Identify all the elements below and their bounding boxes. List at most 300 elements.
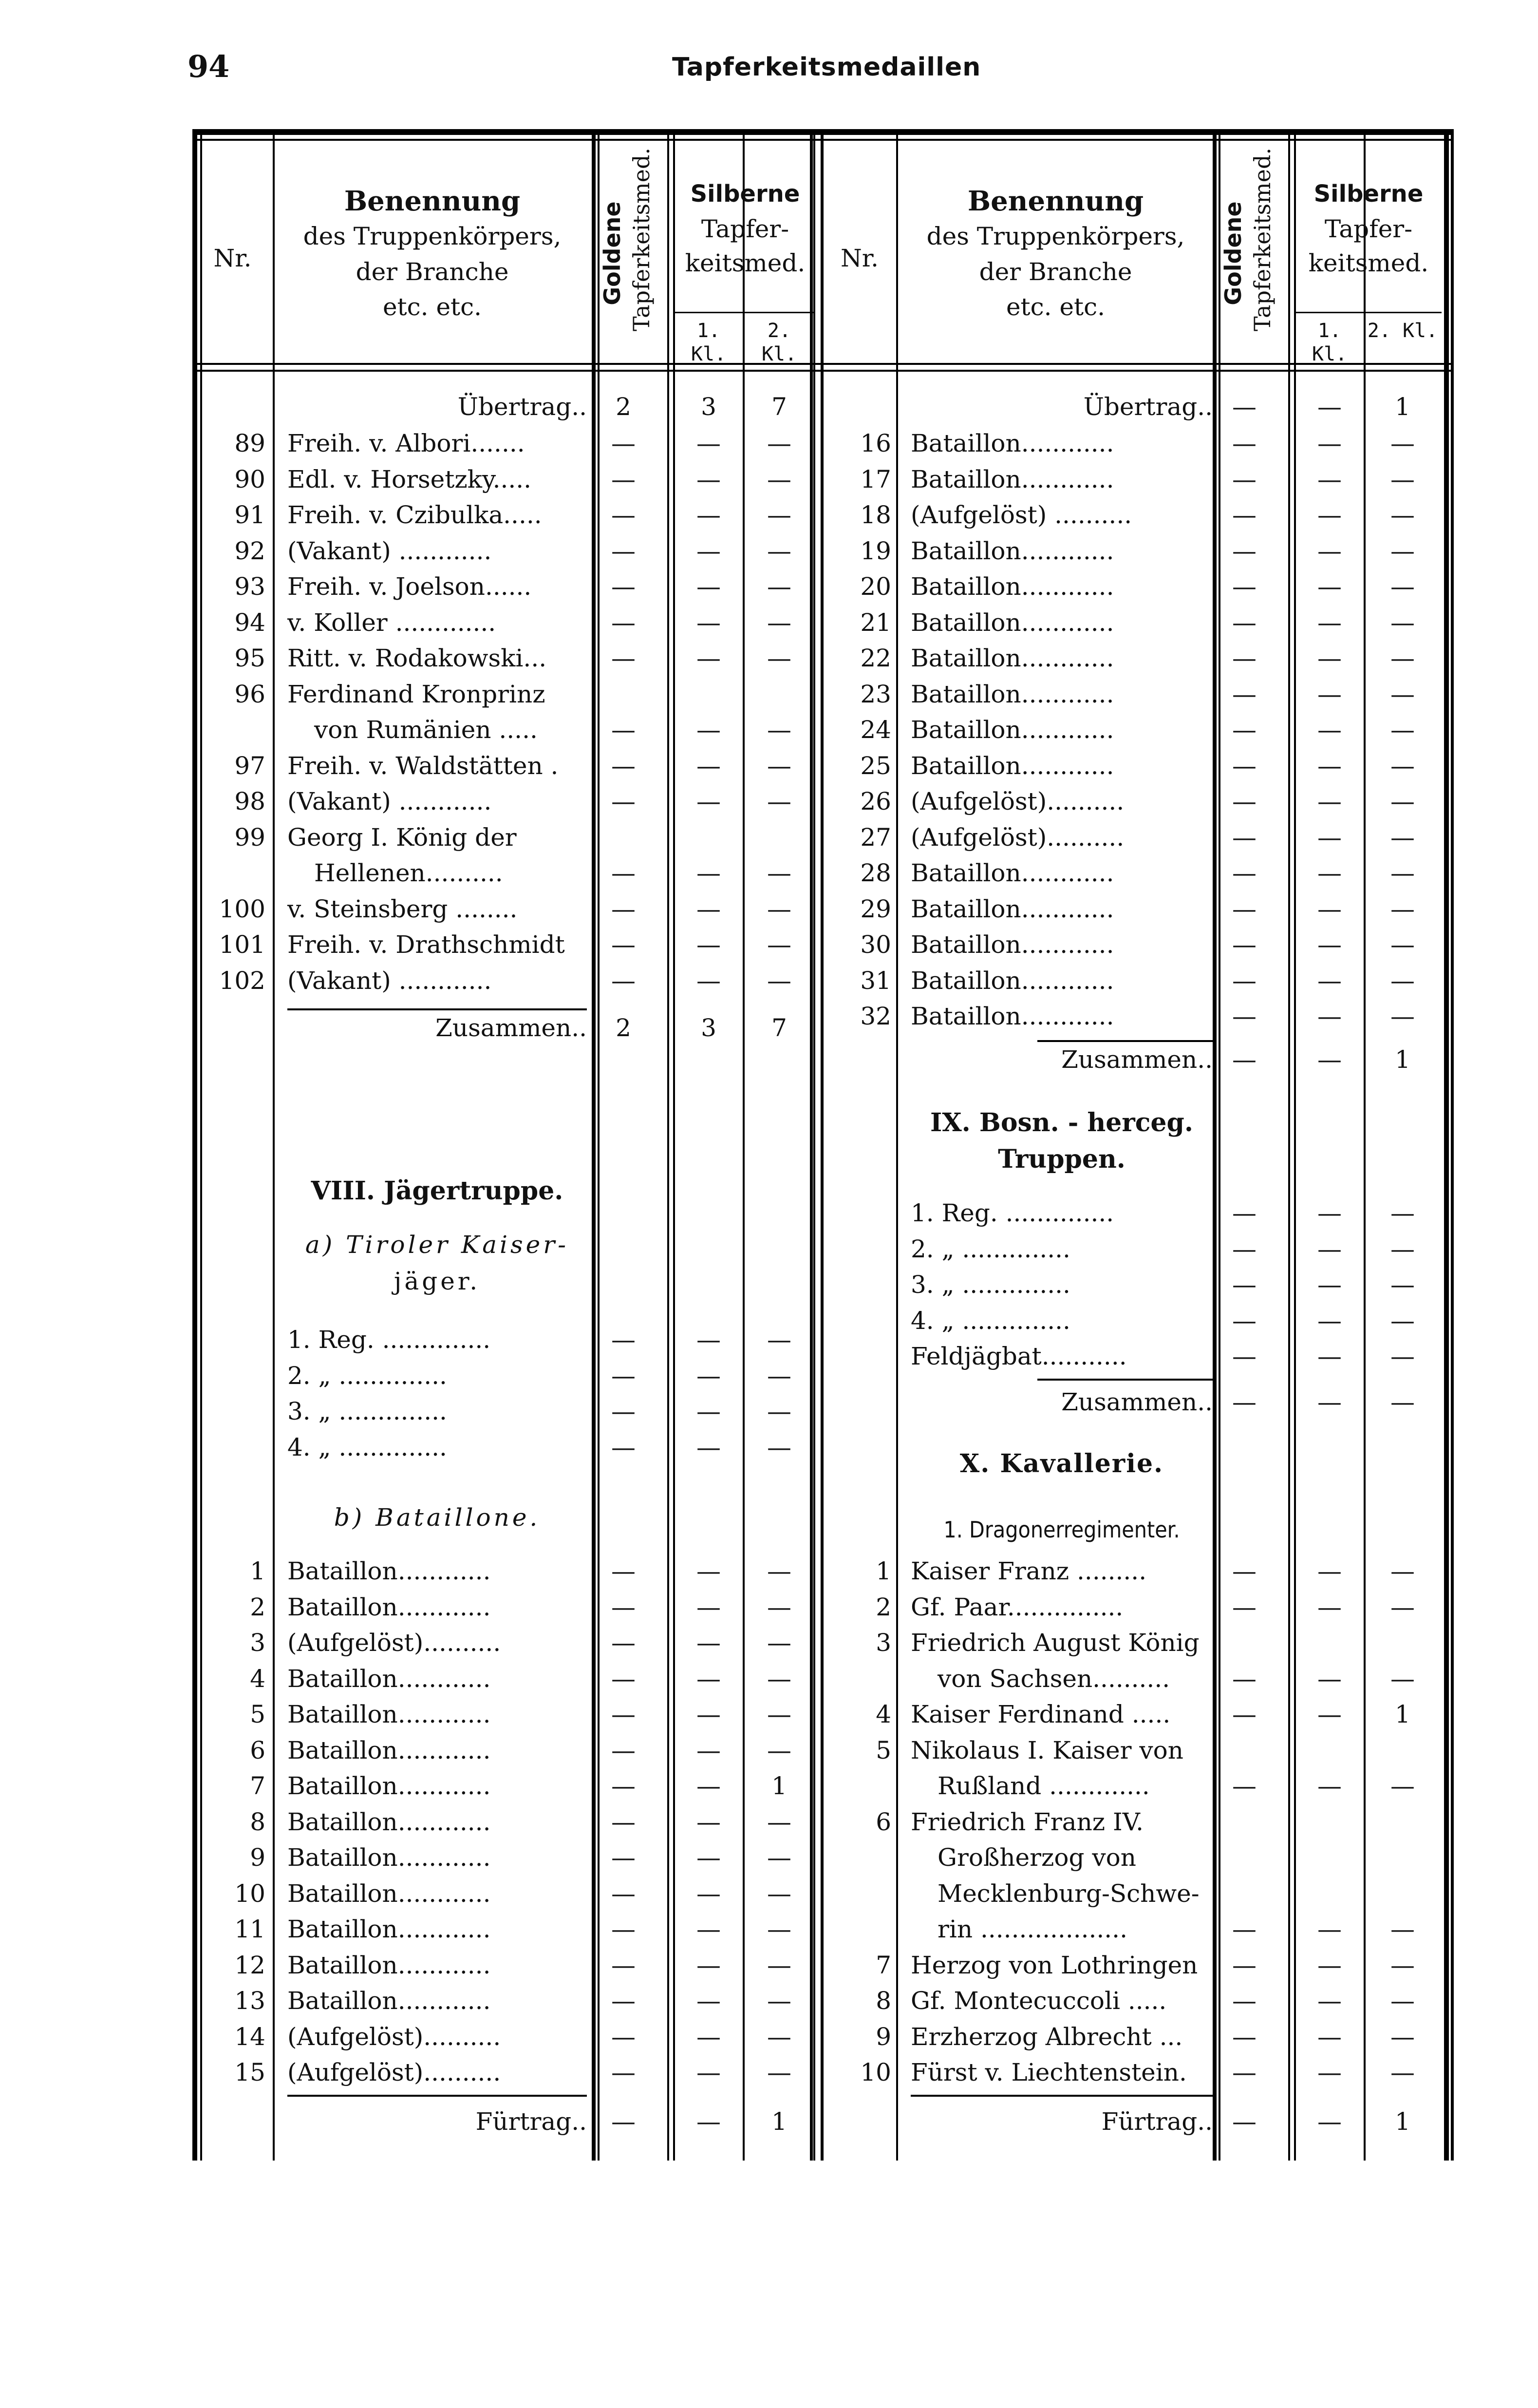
right-row-0-silber-kl2: —	[1390, 429, 1415, 457]
left-bat-row-4-silber-kl1: —	[696, 1700, 721, 1728]
running-head: Tapferkeitsmedaillen	[672, 53, 981, 82]
left-bat-row-0-name: Bataillon............	[287, 1557, 491, 1585]
left-row-15-name: (Vakant) ............	[287, 966, 492, 995]
right-sub-dragoner: 1. Dragonerregimenter.	[943, 1517, 1180, 1543]
left-reg-row-1-goldene: —	[611, 1361, 636, 1390]
right-x-row-11-silber-kl1: —	[1317, 1951, 1342, 1979]
right-x-row-8-name: Großherzog von	[938, 1843, 1136, 1872]
right-x-row-14-name: Fürst v. Liechtenstein.	[911, 2058, 1187, 2086]
left-bat-row-9-goldene: —	[611, 1879, 636, 1908]
right-row-16-silber-kl1: —	[1317, 1002, 1342, 1030]
right-row-4-nr: 20	[860, 572, 891, 601]
left-fuertrag-rule	[287, 2095, 587, 2097]
right-x-row-11-nr: 7	[876, 1951, 891, 1979]
right-row-4-name: Bataillon............	[911, 572, 1114, 601]
right-x-row-6-name: Rußland .............	[938, 1772, 1150, 1800]
right-row-5-silber-kl2: —	[1390, 608, 1415, 637]
left-reg-row-0-silber-kl2: —	[767, 1326, 791, 1354]
left-bat-row-8-goldene: —	[611, 1843, 636, 1872]
left-row-1-silber-kl1: —	[696, 465, 721, 493]
left-bat-row-2-silber-kl1: —	[696, 1629, 721, 1657]
left-row-7-name: Ferdinand Kronprinz	[287, 680, 545, 708]
right-ix-row-1-silber-kl1: —	[1317, 1234, 1342, 1263]
right-fuertrag-silber-kl2: 1	[1395, 2107, 1410, 2136]
left-bat-row-6-name: Bataillon............	[287, 1772, 491, 1800]
right-row-10-goldene: —	[1232, 787, 1257, 815]
right-row-9-goldene: —	[1232, 751, 1257, 780]
right-x-row-3-silber-kl2: —	[1390, 1664, 1415, 1693]
left-row-5-nr: 94	[234, 608, 265, 637]
right-x-row-12-name: Gf. Montecuccoli .....	[911, 1987, 1167, 2015]
left-row-15-goldene: —	[611, 966, 636, 995]
right-zusammen-2-goldene: —	[1232, 1388, 1257, 1416]
left-uebertrag-silber-kl1: 3	[701, 393, 716, 421]
left-col-rule-2	[273, 129, 275, 2161]
left-bat-row-11-silber-kl1: —	[696, 1951, 721, 1979]
header-nr-right: Nr.	[840, 244, 879, 272]
left-row-1-nr: 90	[234, 465, 265, 493]
right-uebertrag-silber-kl1: —	[1317, 393, 1342, 421]
right-x-row-7-name: Friedrich Franz IV.	[911, 1807, 1144, 1836]
right-row-7-goldene: —	[1232, 680, 1257, 708]
left-bat-row-1-silber-kl1: —	[696, 1593, 721, 1621]
left-bat-row-1-silber-kl2: —	[767, 1593, 791, 1621]
right-row-12-silber-kl1: —	[1317, 859, 1342, 887]
right-uebertrag-label: Übertrag..	[1083, 393, 1213, 421]
left-bat-row-12-name: Bataillon............	[287, 1987, 491, 2015]
left-row-4-name: Freih. v. Joelson......	[287, 572, 532, 601]
left-bat-row-5-name: Bataillon............	[287, 1736, 491, 1764]
left-row-8-silber-kl1: —	[696, 716, 721, 744]
right-x-row-11-goldene: —	[1232, 1951, 1257, 1979]
left-row-2-name: Freih. v. Czibulka.....	[287, 501, 542, 529]
left-row-8-silber-kl2: —	[767, 716, 791, 744]
left-bat-row-12-silber-kl1: —	[696, 1987, 721, 2015]
left-row-0-goldene: —	[611, 429, 636, 457]
left-row-14-nr: 101	[219, 930, 265, 959]
left-bat-row-9-name: Bataillon............	[287, 1879, 491, 1908]
left-uebertrag-label: Übertrag..	[457, 393, 587, 421]
right-ix-row-2-silber-kl2: —	[1390, 1270, 1415, 1299]
right-zusammen-2-label: Zusammen..	[1061, 1388, 1213, 1416]
right-x-row-12-silber-kl1: —	[1317, 1987, 1342, 2015]
left-row-4-nr: 93	[234, 572, 265, 601]
right-ix-row-3-goldene: —	[1232, 1306, 1257, 1335]
right-fuertrag-goldene: —	[1232, 2107, 1257, 2136]
right-row-14-name: Bataillon............	[911, 930, 1114, 959]
left-bat-row-2-nr: 3	[250, 1629, 265, 1657]
left-row-9-goldene: —	[611, 751, 636, 780]
right-x-row-14-silber-kl1: —	[1317, 2058, 1342, 2086]
right-row-0-goldene: —	[1232, 429, 1257, 457]
left-fuertrag-silber-kl2: 1	[771, 2107, 787, 2136]
right-col-rule-3	[1288, 129, 1290, 2161]
left-row-9-nr: 97	[234, 751, 265, 780]
left-bat-row-4-name: Bataillon............	[287, 1700, 491, 1728]
right-row-14-silber-kl2: —	[1390, 930, 1415, 959]
right-fuertrag-label: Fürtrag..	[1101, 2107, 1213, 2136]
left-row-13-silber-kl2: —	[767, 894, 791, 923]
right-row-13-name: Bataillon............	[911, 894, 1114, 923]
right-row-15-name: Bataillon............	[911, 966, 1114, 995]
right-row-16-silber-kl2: —	[1390, 1002, 1415, 1030]
left-bat-row-8-name: Bataillon............	[287, 1843, 491, 1872]
left-zusammen-label: Zusammen..	[435, 1014, 587, 1042]
right-row-5-nr: 21	[860, 608, 891, 637]
right-ix-row-2-silber-kl1: —	[1317, 1270, 1342, 1299]
left-reg-row-2-goldene: —	[611, 1397, 636, 1425]
right-row-5-silber-kl1: —	[1317, 608, 1342, 637]
header-goldene-left: Goldene	[599, 201, 625, 305]
header-keitsmed-left: keitsmed.	[685, 249, 806, 277]
left-col-rule-7	[743, 129, 745, 2161]
right-row-4-silber-kl1: —	[1317, 572, 1342, 601]
left-bat-row-5-silber-kl2: —	[767, 1736, 791, 1764]
left-bat-row-6-goldene: —	[611, 1772, 636, 1800]
left-bat-row-2-name: (Aufgelöst)..........	[287, 1629, 501, 1657]
left-zusammen-silber-kl2: 7	[771, 1014, 787, 1042]
right-row-5-goldene: —	[1232, 608, 1257, 637]
right-x-row-4-name: Kaiser Ferdinand .....	[911, 1700, 1171, 1728]
right-row-14-nr: 30	[860, 930, 891, 959]
right-ix-row-3-silber-kl2: —	[1390, 1306, 1415, 1335]
right-row-14-goldene: —	[1232, 930, 1257, 959]
left-bat-row-10-silber-kl1: —	[696, 1915, 721, 1943]
header-benennung-right: Benennung	[967, 185, 1144, 217]
right-row-9-nr: 25	[860, 751, 891, 780]
left-row-15-silber-kl2: —	[767, 966, 791, 995]
right-x-row-4-silber-kl2: 1	[1395, 1700, 1410, 1728]
left-reg-row-3-name: 4. „ ..............	[287, 1433, 447, 1461]
left-row-9-name: Freih. v. Waldstätten .	[287, 751, 559, 780]
left-row-7-nr: 96	[234, 680, 265, 708]
left-reg-row-0-silber-kl1: —	[696, 1326, 721, 1354]
left-row-4-silber-kl2: —	[767, 572, 791, 601]
right-zusammen-1-goldene: —	[1232, 1045, 1257, 1074]
right-row-13-goldene: —	[1232, 894, 1257, 923]
left-zusammen-goldene: 2	[616, 1014, 631, 1042]
right-x-row-14-silber-kl2: —	[1390, 2058, 1415, 2086]
left-row-14-silber-kl1: —	[696, 930, 721, 959]
left-row-2-nr: 91	[234, 501, 265, 529]
header-goldene-2-left: Tapferkeitsmed.	[628, 147, 655, 331]
left-row-12-silber-kl1: —	[696, 859, 721, 887]
left-bat-row-5-silber-kl1: —	[696, 1736, 721, 1764]
left-fuertrag-label: Fürtrag..	[475, 2107, 587, 2136]
left-col-rule-8	[813, 129, 815, 2161]
left-row-15-nr: 102	[219, 966, 265, 995]
right-zusammen-1-silber-kl1: —	[1317, 1045, 1342, 1074]
page-number: 94	[188, 49, 230, 84]
right-row-10-silber-kl1: —	[1317, 787, 1342, 815]
left-bat-row-3-silber-kl2: —	[767, 1664, 791, 1693]
right-row-3-silber-kl2: —	[1390, 536, 1415, 565]
left-sub-b: b) Bataillone.	[334, 1503, 541, 1532]
right-ix-row-1-goldene: —	[1232, 1234, 1257, 1263]
left-row-5-name: v. Koller .............	[287, 608, 496, 637]
right-row-15-silber-kl1: —	[1317, 966, 1342, 995]
left-row-3-nr: 92	[234, 536, 265, 565]
right-x-row-14-nr: 10	[860, 2058, 891, 2086]
left-bat-row-3-silber-kl1: —	[696, 1664, 721, 1693]
left-row-8-goldene: —	[611, 716, 636, 744]
left-bat-row-10-goldene: —	[611, 1915, 636, 1943]
right-row-4-silber-kl2: —	[1390, 572, 1415, 601]
left-bat-row-8-silber-kl2: —	[767, 1843, 791, 1872]
left-col-rule-5	[667, 129, 669, 2161]
left-row-6-goldene: —	[611, 644, 636, 672]
right-row-3-name: Bataillon............	[911, 536, 1114, 565]
right-x-row-13-silber-kl2: —	[1390, 2022, 1415, 2051]
left-row-10-silber-kl1: —	[696, 787, 721, 815]
left-bat-row-12-silber-kl2: —	[767, 1987, 791, 2015]
right-ix-row-4-silber-kl1: —	[1317, 1342, 1342, 1370]
right-x-row-10-goldene: —	[1232, 1915, 1257, 1943]
left-reg-row-0-name: 1. Reg. ..............	[287, 1326, 491, 1354]
right-row-3-nr: 19	[860, 536, 891, 565]
left-bat-row-11-nr: 12	[234, 1951, 265, 1979]
right-row-10-name: (Aufgelöst)..........	[911, 787, 1125, 815]
left-bat-row-7-silber-kl2: —	[767, 1807, 791, 1836]
right-ix-row-1-silber-kl2: —	[1390, 1234, 1415, 1263]
left-row-0-silber-kl2: —	[767, 429, 791, 457]
right-row-0-silber-kl1: —	[1317, 429, 1342, 457]
right-x-row-0-silber-kl1: —	[1317, 1557, 1342, 1585]
left-bat-row-6-silber-kl1: —	[696, 1772, 721, 1800]
right-x-row-2-name: Friedrich August König	[911, 1629, 1200, 1657]
left-bat-row-11-silber-kl2: —	[767, 1951, 791, 1979]
left-row-1-silber-kl2: —	[767, 465, 791, 493]
right-row-16-nr: 32	[860, 1002, 891, 1030]
right-uebertrag-silber-kl2: 1	[1395, 393, 1410, 421]
left-uebertrag-goldene: 2	[616, 393, 631, 421]
right-row-6-silber-kl2: —	[1390, 644, 1415, 672]
left-zusammen-silber-kl1: 3	[701, 1014, 716, 1042]
left-bat-row-3-name: Bataillon............	[287, 1664, 491, 1693]
left-bat-row-0-silber-kl2: —	[767, 1557, 791, 1585]
right-row-1-name: Bataillon............	[911, 465, 1114, 493]
left-reg-row-1-name: 2. „ ..............	[287, 1361, 447, 1390]
left-row-4-silber-kl1: —	[696, 572, 721, 601]
right-x-row-0-goldene: —	[1232, 1557, 1257, 1585]
header-goldene-right: Goldene	[1220, 201, 1246, 305]
left-reg-row-1-silber-kl1: —	[696, 1361, 721, 1390]
right-x-row-3-goldene: —	[1232, 1664, 1257, 1693]
right-x-row-10-silber-kl2: —	[1390, 1915, 1415, 1943]
right-fuertrag-rule	[911, 2095, 1213, 2097]
left-fuertrag-goldene: —	[611, 2107, 636, 2136]
right-zusammen-1-label: Zusammen..	[1061, 1045, 1213, 1074]
left-row-6-name: Ritt. v. Rodakowski...	[287, 644, 547, 672]
left-row-10-nr: 98	[234, 787, 265, 815]
left-reg-row-3-goldene: —	[611, 1433, 636, 1461]
left-row-3-goldene: —	[611, 536, 636, 565]
right-x-row-4-nr: 4	[876, 1700, 891, 1728]
right-row-4-goldene: —	[1232, 572, 1257, 601]
left-bat-row-7-silber-kl1: —	[696, 1807, 721, 1836]
left-row-14-silber-kl2: —	[767, 930, 791, 959]
left-bat-row-1-nr: 2	[250, 1593, 265, 1621]
left-row-10-silber-kl2: —	[767, 787, 791, 815]
right-x-row-0-nr: 1	[876, 1557, 891, 1585]
left-bat-row-4-nr: 5	[250, 1700, 265, 1728]
right-x-row-1-nr: 2	[876, 1593, 891, 1621]
right-ix-row-3-name: 4. „ ..............	[911, 1306, 1070, 1335]
header-benennung-l3-left: etc. etc.	[382, 293, 482, 321]
left-bat-row-2-goldene: —	[611, 1629, 636, 1657]
right-col-rule-0	[896, 129, 898, 2161]
right-ix-row-1-name: 2. „ ..............	[911, 1234, 1070, 1263]
left-bat-row-1-goldene: —	[611, 1593, 636, 1621]
left-reg-row-1-silber-kl2: —	[767, 1361, 791, 1390]
right-row-7-silber-kl1: —	[1317, 680, 1342, 708]
right-section-ix-heading-2: Truppen.	[998, 1144, 1125, 1174]
right-row-13-silber-kl1: —	[1317, 894, 1342, 923]
right-row-1-silber-kl2: —	[1390, 465, 1415, 493]
left-bat-row-0-silber-kl1: —	[696, 1557, 721, 1585]
right-section-x-heading: X. Kavallerie.	[959, 1449, 1164, 1479]
right-row-1-nr: 17	[860, 465, 891, 493]
right-row-12-nr: 28	[860, 859, 891, 887]
left-bat-row-10-name: Bataillon............	[287, 1915, 491, 1943]
left-row-8-name: von Rumänien .....	[314, 716, 538, 744]
right-x-row-1-silber-kl1: —	[1317, 1593, 1342, 1621]
header-silberne-right: Silberne	[1313, 180, 1424, 208]
right-x-row-4-goldene: —	[1232, 1700, 1257, 1728]
right-zusammen-2-silber-kl1: —	[1317, 1388, 1342, 1416]
left-row-14-name: Freih. v. Drathschmidt	[287, 930, 565, 959]
left-bat-row-12-nr: 13	[234, 1987, 265, 2015]
left-sum-rule	[287, 1008, 587, 1010]
left-bat-row-10-nr: 11	[234, 1915, 265, 1943]
left-bat-row-2-silber-kl2: —	[767, 1629, 791, 1657]
left-bat-row-0-goldene: —	[611, 1557, 636, 1585]
left-sub-a-line1: a) Tiroler Kaiser-	[305, 1231, 569, 1259]
right-col-rule-6	[1444, 129, 1449, 2161]
right-row-11-nr: 27	[860, 823, 891, 852]
left-bat-row-13-silber-kl1: —	[696, 2022, 721, 2051]
left-bat-row-8-nr: 9	[250, 1843, 265, 1872]
left-bat-row-13-goldene: —	[611, 2022, 636, 2051]
header-keitsmed-right: keitsmed.	[1308, 249, 1429, 277]
left-fuertrag-silber-kl1: —	[696, 2107, 721, 2136]
right-x-row-13-silber-kl1: —	[1317, 2022, 1342, 2051]
header-kl1-right: 1. Kl.	[1312, 320, 1348, 365]
left-row-0-silber-kl1: —	[696, 429, 721, 457]
right-x-row-1-silber-kl2: —	[1390, 1593, 1415, 1621]
header-goldene-2-right: Tapferkeitsmed.	[1249, 147, 1275, 331]
left-row-5-silber-kl2: —	[767, 608, 791, 637]
right-fuertrag-silber-kl1: —	[1317, 2107, 1342, 2136]
left-row-12-silber-kl2: —	[767, 859, 791, 887]
right-ix-row-4-name: Feldjägbat...........	[911, 1342, 1127, 1370]
left-row-2-goldene: —	[611, 501, 636, 529]
left-bat-row-7-goldene: —	[611, 1807, 636, 1836]
left-row-13-name: v. Steinsberg ........	[287, 894, 518, 923]
right-row-2-goldene: —	[1232, 501, 1257, 529]
right-row-2-silber-kl2: —	[1390, 501, 1415, 529]
left-row-2-silber-kl1: —	[696, 501, 721, 529]
left-row-15-silber-kl1: —	[696, 966, 721, 995]
right-row-2-name: (Aufgelöst) ..........	[911, 501, 1132, 529]
right-row-16-goldene: —	[1232, 1002, 1257, 1030]
right-x-row-6-goldene: —	[1232, 1772, 1257, 1800]
right-row-8-silber-kl2: —	[1390, 716, 1415, 744]
right-x-row-2-nr: 3	[876, 1629, 891, 1657]
left-row-3-name: (Vakant) ............	[287, 536, 492, 565]
right-row-6-silber-kl1: —	[1317, 644, 1342, 672]
right-section-ix-heading-1: IX. Bosn. - herceg.	[930, 1108, 1193, 1138]
left-bat-row-13-silber-kl2: —	[767, 2022, 791, 2051]
right-zusammen-2-silber-kl2: —	[1390, 1388, 1415, 1416]
right-row-9-silber-kl1: —	[1317, 751, 1342, 780]
header-kl1-left: 1. Kl.	[691, 320, 727, 365]
left-reg-row-3-silber-kl2: —	[767, 1433, 791, 1461]
left-bat-row-11-name: Bataillon............	[287, 1951, 491, 1979]
left-bat-row-11-goldene: —	[611, 1951, 636, 1979]
right-x-row-5-nr: 5	[876, 1736, 891, 1764]
header-tapfer-left: Tapfer-	[701, 215, 789, 243]
right-row-8-silber-kl1: —	[1317, 716, 1342, 744]
right-x-row-11-silber-kl2: —	[1390, 1951, 1415, 1979]
left-reg-row-2-name: 3. „ ..............	[287, 1397, 447, 1425]
header-tapfer-right: Tapfer-	[1324, 215, 1413, 243]
left-bat-row-9-silber-kl2: —	[767, 1879, 791, 1908]
left-row-12-goldene: —	[611, 859, 636, 887]
right-x-row-13-name: Erzherzog Albrecht ...	[911, 2022, 1183, 2051]
left-row-0-name: Freih. v. Albori.......	[287, 429, 525, 457]
right-x-row-6-silber-kl2: —	[1390, 1772, 1415, 1800]
left-bat-row-14-name: (Aufgelöst)..........	[287, 2058, 501, 2086]
left-bat-row-8-silber-kl1: —	[696, 1843, 721, 1872]
right-row-5-name: Bataillon............	[911, 608, 1114, 637]
right-x-row-1-name: Gf. Paar...............	[911, 1593, 1124, 1621]
right-row-9-silber-kl2: —	[1390, 751, 1415, 780]
right-row-8-nr: 24	[860, 716, 891, 744]
left-row-4-goldene: —	[611, 572, 636, 601]
left-row-11-nr: 99	[234, 823, 265, 852]
right-x-row-9-name: Mecklenburg-Schwe-	[938, 1879, 1200, 1908]
right-x-row-11-name: Herzog von Lothringen	[911, 1951, 1198, 1979]
left-bat-row-4-goldene: —	[611, 1700, 636, 1728]
left-row-11-name: Georg I. König der	[287, 823, 517, 852]
left-bat-row-5-nr: 6	[250, 1736, 265, 1764]
left-bat-row-14-silber-kl1: —	[696, 2058, 721, 2086]
right-row-10-nr: 26	[860, 787, 891, 815]
left-bat-row-9-nr: 10	[234, 1879, 265, 1908]
right-row-0-nr: 16	[860, 429, 891, 457]
right-row-11-silber-kl2: —	[1390, 823, 1415, 852]
right-ix-row-4-silber-kl2: —	[1390, 1342, 1415, 1370]
right-sum-rule-2	[1037, 1379, 1213, 1381]
right-row-12-silber-kl2: —	[1390, 859, 1415, 887]
left-uebertrag-silber-kl2: 7	[771, 393, 787, 421]
right-row-15-goldene: —	[1232, 966, 1257, 995]
left-row-2-silber-kl2: —	[767, 501, 791, 529]
right-x-row-13-nr: 9	[876, 2022, 891, 2051]
right-row-9-name: Bataillon............	[911, 751, 1114, 780]
right-x-row-4-silber-kl1: —	[1317, 1700, 1342, 1728]
left-bat-row-5-goldene: —	[611, 1736, 636, 1764]
right-zusammen-1-silber-kl2: 1	[1395, 1045, 1410, 1074]
right-col-rule-7	[1451, 129, 1454, 2161]
right-x-row-7-nr: 6	[876, 1807, 891, 1836]
right-row-12-name: Bataillon............	[911, 859, 1114, 887]
left-bat-row-4-silber-kl2: —	[767, 1700, 791, 1728]
right-ix-row-2-name: 3. „ ..............	[911, 1270, 1070, 1299]
right-x-row-10-name: rin ...................	[938, 1915, 1127, 1943]
right-uebertrag-goldene: —	[1232, 393, 1257, 421]
